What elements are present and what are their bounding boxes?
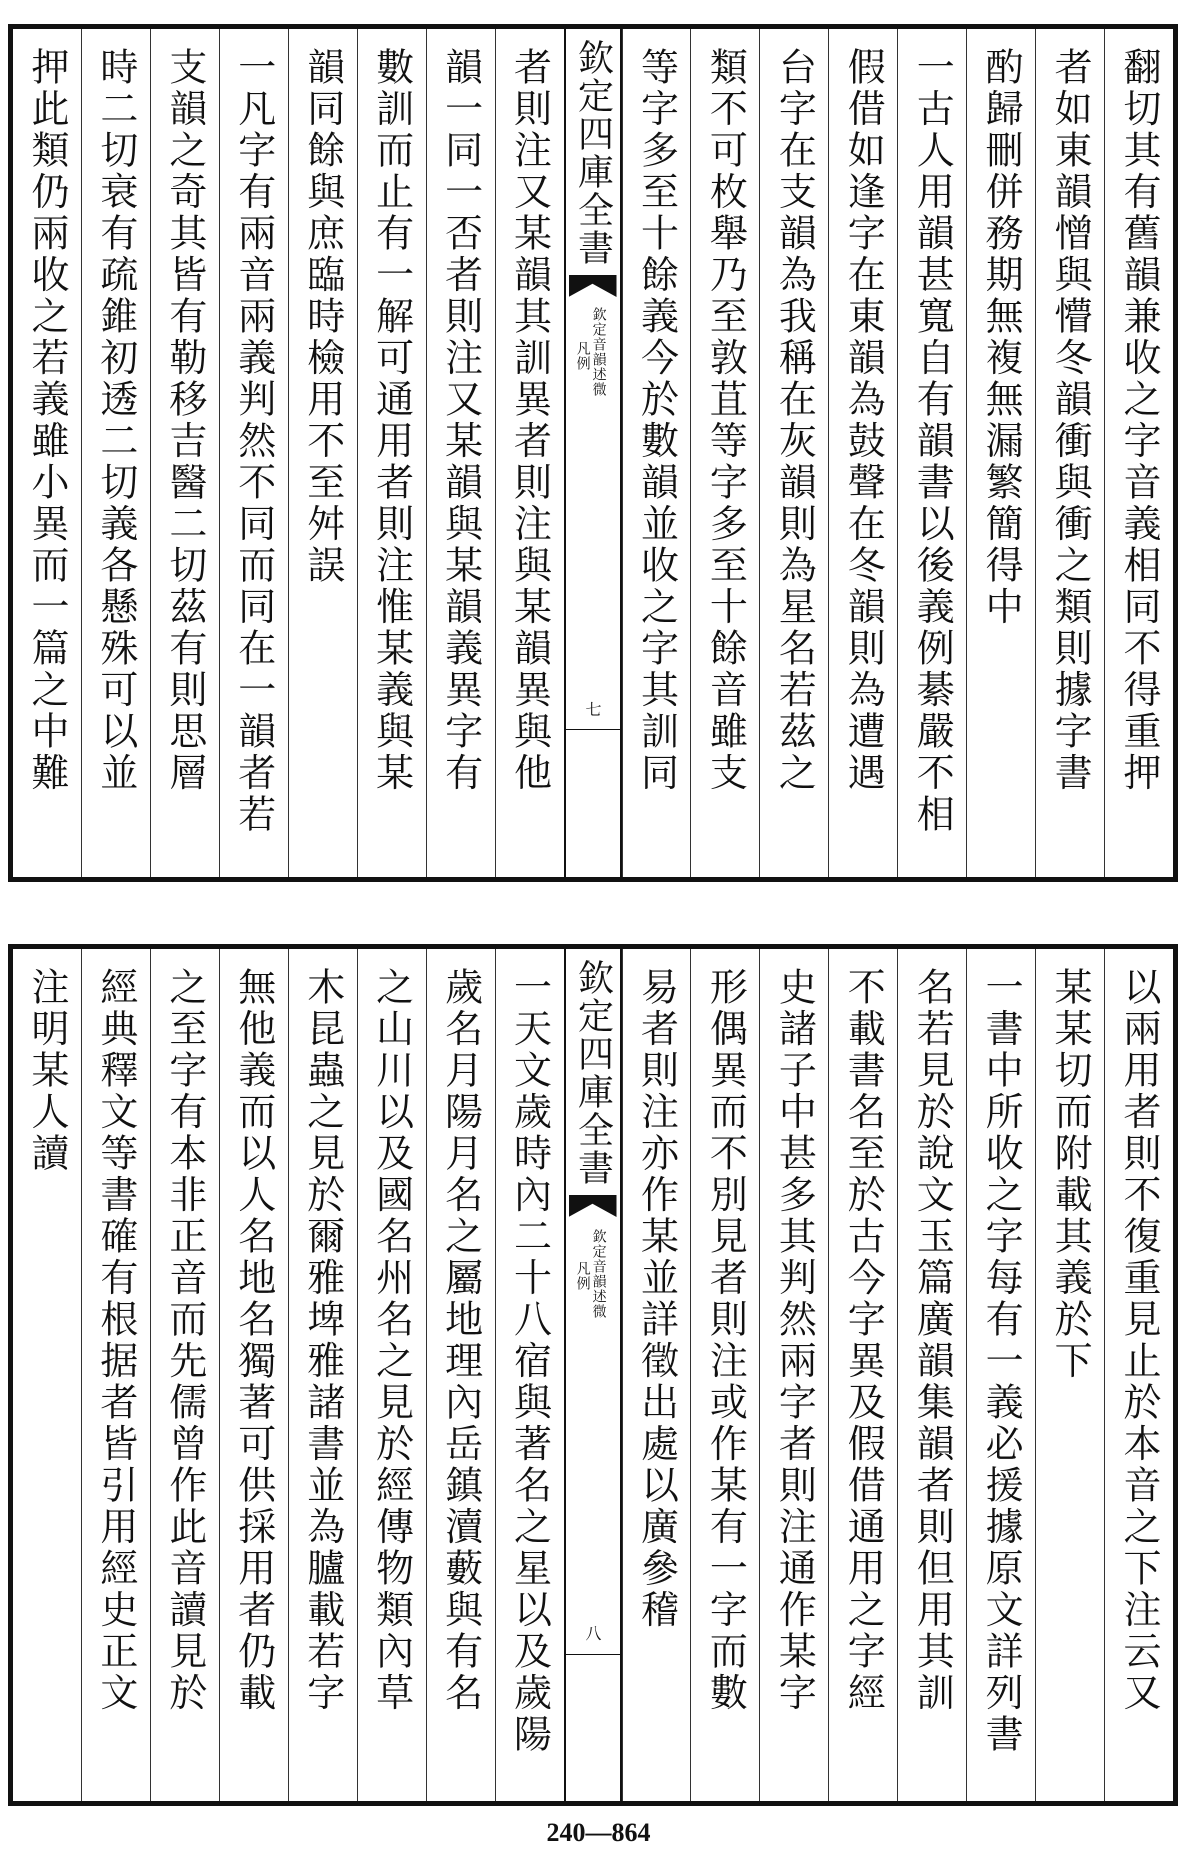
column-text: 押此類仍兩收之若義雖小異而一篇之中難 bbox=[24, 47, 69, 794]
column-text: 之山川以及國名州名之見於經傳物類內草 bbox=[369, 967, 414, 1714]
column-text: 一凡字有兩音兩義判然不同而同在一韻者若 bbox=[231, 47, 276, 836]
text-column bbox=[495, 949, 564, 1801]
column-text: 之至字有本非正音而先儒曾作此音讀見於 bbox=[162, 967, 207, 1714]
text-column bbox=[690, 29, 759, 877]
column-text: 時二切衰有疏錐初透二切義各懸殊可以並 bbox=[93, 47, 138, 794]
text-column bbox=[1104, 949, 1173, 1801]
column-text: 某某切而附載其義於下 bbox=[1048, 967, 1093, 1382]
column-text: 史諸子中甚多其判然兩字者則注通作某字 bbox=[772, 967, 817, 1714]
text-columns bbox=[13, 29, 1173, 877]
book-title: 欽定音韻述微 bbox=[590, 307, 607, 397]
text-column bbox=[759, 29, 828, 877]
collection-title: 欽定四庫全書 bbox=[572, 959, 614, 1187]
center-rule bbox=[566, 729, 620, 730]
text-column bbox=[288, 29, 357, 877]
column-text: 一書中所收之字每有一義必援據原文詳列書 bbox=[979, 967, 1024, 1756]
column-text: 翻切其有舊韻兼收之字音義相同不得重押 bbox=[1117, 47, 1162, 794]
page-number: 240—864 bbox=[546, 1818, 651, 1847]
text-column bbox=[13, 29, 81, 877]
text-column bbox=[219, 949, 288, 1801]
text-column bbox=[357, 29, 426, 877]
collection-title: 欽定四庫全書 bbox=[572, 39, 614, 267]
section-title: 凡例 bbox=[574, 341, 591, 371]
text-column bbox=[1035, 949, 1104, 1801]
column-text: 名若見於說文玉篇廣韻集韻者則但用其訓 bbox=[910, 967, 955, 1714]
leaf-number: 七 bbox=[583, 701, 602, 717]
text-column bbox=[897, 29, 966, 877]
column-text: 者則注又某韻其訓異者則注與某韻異與他 bbox=[507, 47, 552, 794]
column-text: 假借如逢字在東韻為鼓聲在冬韻則為遭遇 bbox=[841, 47, 886, 794]
column-text: 不載書名至於古今字異及假借通用之字經 bbox=[841, 967, 886, 1714]
fishtail-mark bbox=[569, 1195, 617, 1217]
text-column bbox=[690, 949, 759, 1801]
text-column bbox=[81, 949, 150, 1801]
column-text: 易者則注亦作某並詳徵出處以廣參稽 bbox=[634, 967, 679, 1631]
column-text: 一天文歲時內二十八宿與著名之星以及歲陽 bbox=[507, 967, 552, 1756]
text-column bbox=[495, 29, 564, 877]
text-column bbox=[622, 949, 691, 1801]
text-column bbox=[828, 949, 897, 1801]
text-column bbox=[288, 949, 357, 1801]
text-column bbox=[897, 949, 966, 1801]
text-column bbox=[150, 29, 219, 877]
text-column bbox=[828, 29, 897, 877]
section-title: 凡例 bbox=[574, 1261, 591, 1291]
column-text: 等字多至十餘義今於數韻並收之字其訓同 bbox=[634, 47, 679, 794]
center-fold bbox=[564, 949, 622, 1801]
text-column bbox=[966, 29, 1035, 877]
text-column bbox=[13, 949, 81, 1801]
text-column bbox=[1035, 29, 1104, 877]
text-columns bbox=[13, 949, 1173, 1801]
center-rule bbox=[566, 1654, 620, 1655]
column-text: 無他義而以人名地名獨著可供採用者仍載 bbox=[231, 967, 276, 1714]
column-text: 經典釋文等書確有根据者皆引用經史正文 bbox=[93, 967, 138, 1714]
center-fold bbox=[564, 29, 622, 877]
column-text: 數訓而止有一解可通用者則注惟某義與某 bbox=[369, 47, 414, 794]
leaf-number: 八 bbox=[583, 1625, 602, 1641]
text-column bbox=[426, 949, 495, 1801]
column-text: 支韻之奇其皆有勒移吉醫二切茲有則思層 bbox=[162, 47, 207, 794]
text-column bbox=[426, 29, 495, 877]
column-text: 注明某人讀 bbox=[24, 967, 69, 1175]
fishtail-mark bbox=[569, 275, 617, 297]
text-column bbox=[1104, 29, 1173, 877]
text-column bbox=[81, 29, 150, 877]
book-title: 欽定音韻述微 bbox=[590, 1229, 607, 1319]
column-text: 酌歸刪併務期無複無漏繁簡得中 bbox=[979, 47, 1024, 628]
page-panel-top bbox=[8, 24, 1178, 882]
column-text: 韻一同一否者則注又某韻與某韻義異字有 bbox=[438, 47, 483, 794]
text-column bbox=[150, 949, 219, 1801]
page-panel-bottom bbox=[8, 944, 1178, 1806]
text-column bbox=[966, 949, 1035, 1801]
column-text: 木昆蟲之見於爾雅埤雅諸書並為臚載若字 bbox=[300, 967, 345, 1714]
column-text: 者如東韻憎與懵冬韻衝與衝之類則據字書 bbox=[1048, 47, 1093, 794]
text-column bbox=[219, 29, 288, 877]
column-text: 一古人用韻甚寬自有韻書以後義例綦嚴不相 bbox=[910, 47, 955, 836]
text-column bbox=[357, 949, 426, 1801]
column-text: 韻同餘與庶臨時檢用不至舛誤 bbox=[300, 47, 345, 587]
column-text: 類不可枚舉乃至敦苴等字多至十餘音雖支 bbox=[703, 47, 748, 794]
column-text: 形偶異而不別見者則注或作某有一字而數 bbox=[703, 967, 748, 1714]
column-text: 以兩用者則不復重見止於本音之下注云又 bbox=[1117, 967, 1162, 1714]
text-column bbox=[759, 949, 828, 1801]
column-text: 台字在支韻為我稱在灰韻則為星名若茲之 bbox=[772, 47, 817, 794]
text-column bbox=[622, 29, 691, 877]
column-text: 歲名月陽月名之屬地理內岳鎮瀆藪與有名 bbox=[438, 967, 483, 1714]
